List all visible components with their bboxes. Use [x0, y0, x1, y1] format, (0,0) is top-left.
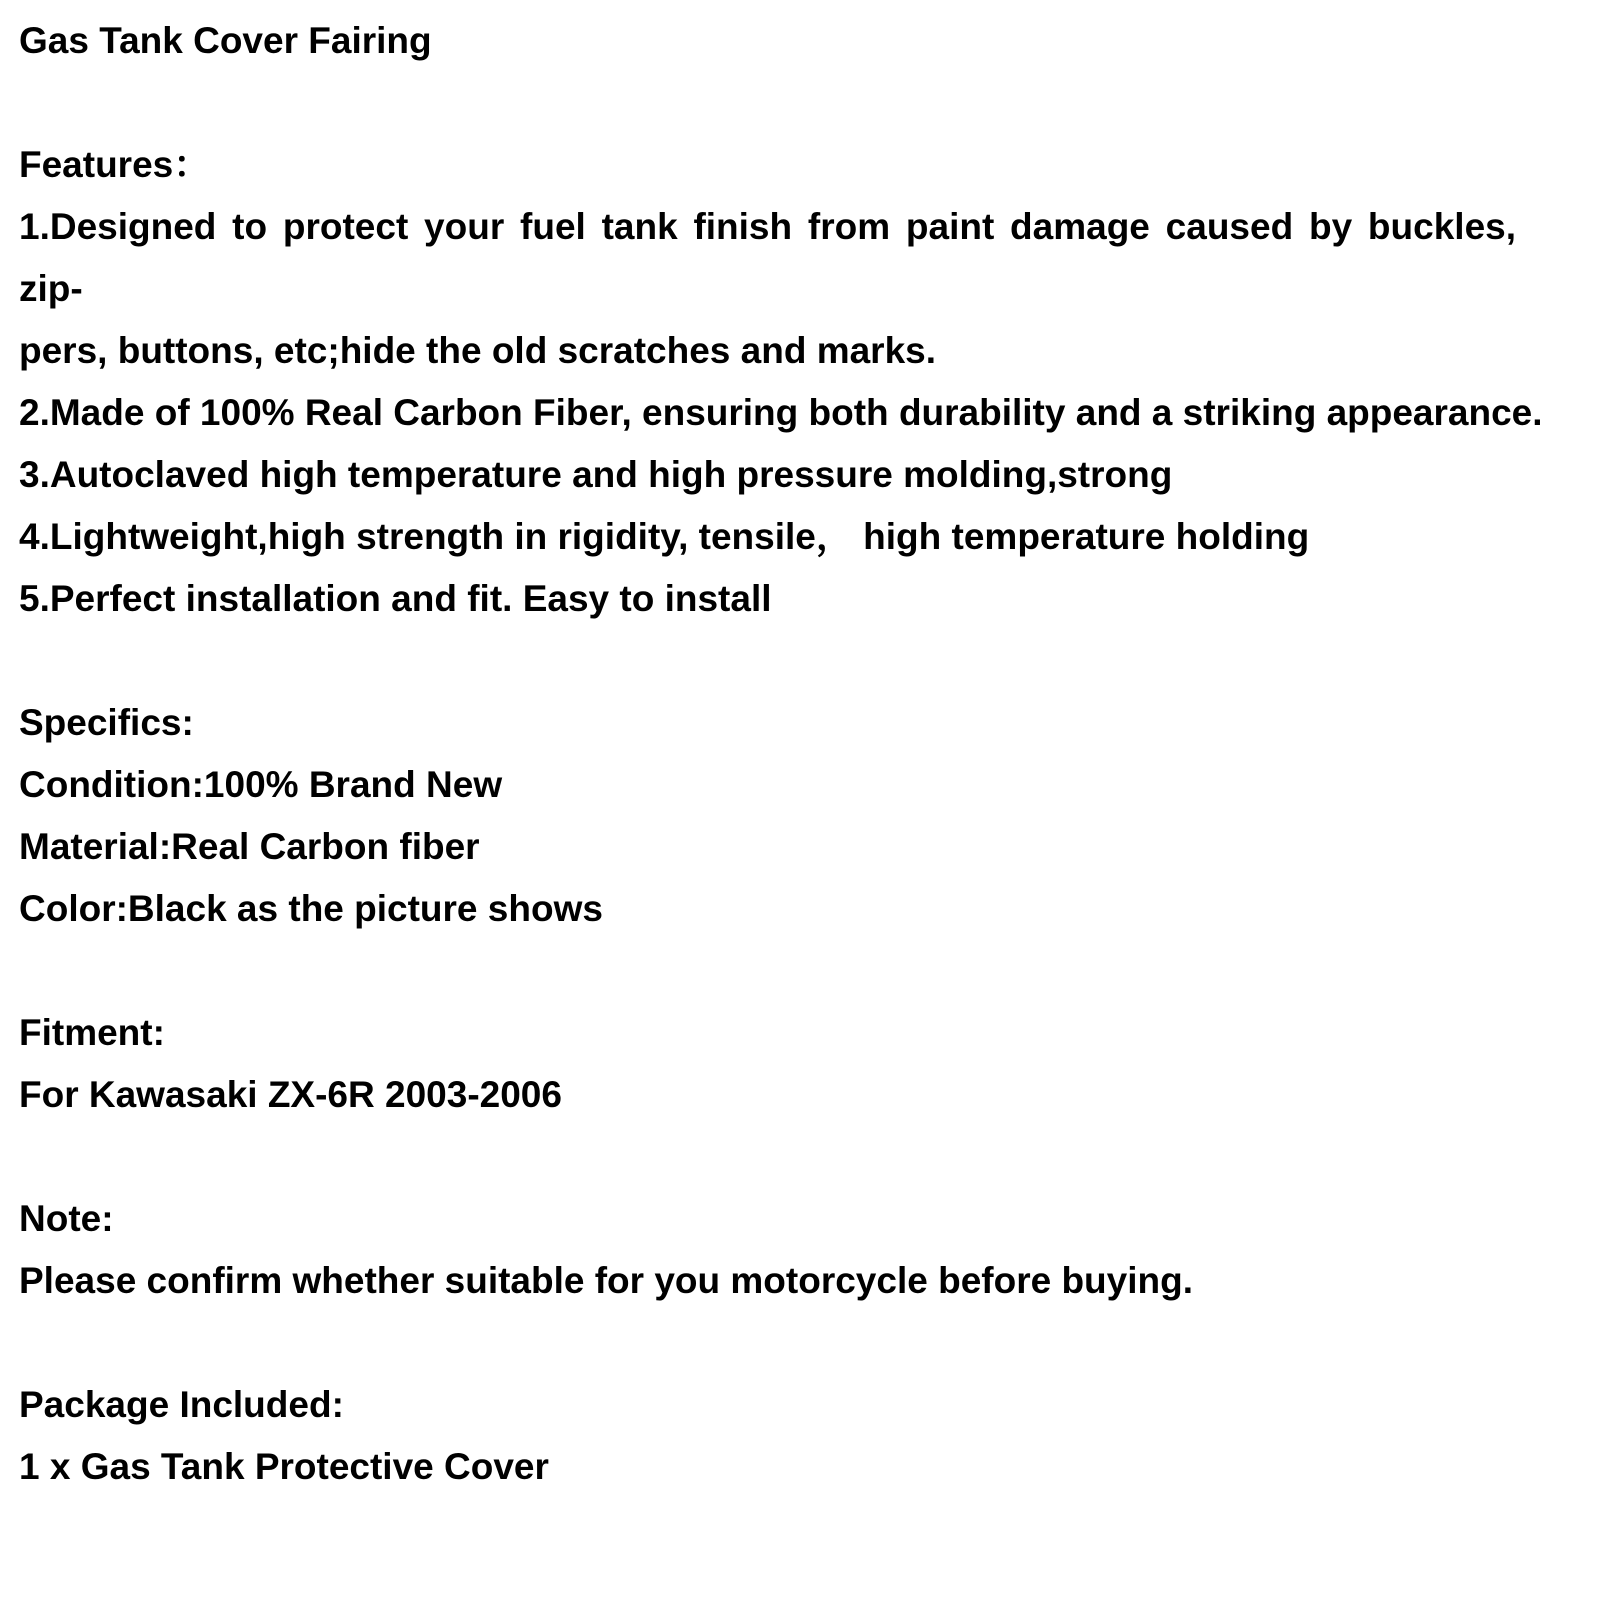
features-item-3: 3.Autoclaved high temperature and high pressure molding,strong: [19, 454, 1173, 495]
fitment-heading: Fitment:: [19, 1012, 165, 1053]
specifics-heading: Specifics:: [19, 702, 194, 743]
features-item-2: 2.Made of 100% Real Carbon Fiber, ensuring both durability and a striking appearance.: [19, 392, 1543, 433]
features-item-5: 5.Perfect installation and fit. Easy to install: [19, 578, 772, 619]
features-item-1-line-2: pers, buttons, etc;hide the old scratches and marks.: [19, 330, 937, 371]
specifics-color: Color:Black as the picture shows: [19, 888, 603, 929]
blank-line: [19, 1126, 1560, 1188]
note-text: Please confirm whether suitable for you motorcycle before buying.: [19, 1260, 1193, 1301]
fitment-model: For Kawasaki ZX-6R 2003-2006: [19, 1074, 562, 1115]
specifics-material: Material:Real Carbon fiber: [19, 826, 480, 867]
note-heading: Note:: [19, 1198, 114, 1239]
blank-line: [19, 1312, 1560, 1374]
features-item-4: 4.Lightweight,high strength in rigidity, tensile， high temperature holding: [19, 516, 1310, 557]
page-title: Gas Tank Cover Fairing: [19, 20, 432, 61]
features-heading: Features：: [19, 144, 211, 185]
blank-line: [19, 72, 1560, 134]
blank-line: [19, 940, 1560, 1002]
blank-line: [19, 630, 1560, 692]
package-item: 1 x Gas Tank Protective Cover: [19, 1446, 549, 1487]
package-heading: Package Included:: [19, 1384, 344, 1425]
specifics-condition: Condition:100% Brand New: [19, 764, 503, 805]
features-item-1-line-1: 1.Designed to protect your fuel tank finish from paint damage caused by buckles, zip-: [19, 206, 1516, 309]
